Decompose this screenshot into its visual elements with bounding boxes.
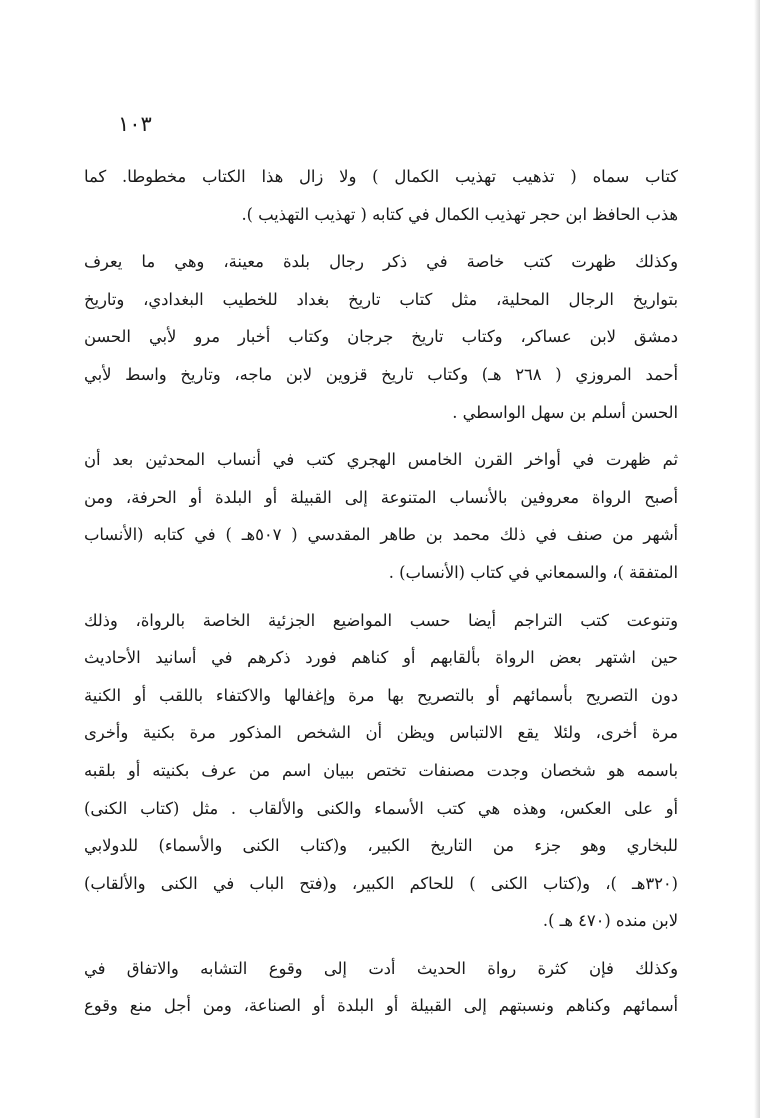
text-line: أصبح الرواة معروفين بالأنساب المتنوعة إلى القبيلة أو البلدة أو الحرفة، ومن [84,487,678,507]
text-line: كتاب سماه ( تذهيب تهذيب الكمال ) ولا زال هذا الكتاب مخطوطا. كما [84,167,678,186]
text-line: ثم ظهرت في أواخر القرن الخامس الهجري كتب في أنساب المحدثين بعد أن [84,450,678,470]
text-line: حين اشتهر بعض الرواة بألقابهم أو كناهم فورد ذكرهم في أسانيد الأحاديث [84,648,678,668]
paragraph-1 [84,158,678,233]
text-line: أسمائهم وكناهم ونسبتهم إلى القبيلة أو البلدة أو الصناعة، ومن أجل منع وقوع [84,996,678,1016]
paragraph-2 [84,243,678,431]
paragraph-3 [84,441,678,591]
text-line: أحمد المروزي ( ٢٦٨ هـ) وكتاب تاريخ قزوين لابن ماجه، وتاريخ واسط لأبي [84,364,678,384]
text-line: للبخاري وهو جزء من التاريخ الكبير، و(كتاب الكنى والأسماء) للدولابي [84,836,678,856]
paragraph-4 [84,602,678,940]
text-line: وكذلك فإن كثرة رواة الحديث أدت إلى وقوع التشابه والاتفاق في [84,958,678,978]
text-line: هذب الحافظ ابن حجر تهذيب الكمال في كتابه ( تهذيب التهذيب ). [241,204,678,224]
text-line: المتفقة )، والسمعاني في كتاب (الأنساب) . [388,562,678,582]
text-line: دمشق لابن عساكر، وكتاب تاريخ جرجان وكتاب أخبار مرو لأبي الحسن [84,327,678,347]
paragraph-5 [84,950,678,1025]
text-line: الحسن أسلم بن سهل الواسطي . [452,402,678,422]
text-line: أو على العكس، وهذه هي كتب الأسماء والكنى والألقاب . مثل (كتاب الكنى) [84,798,678,818]
text-line: دون التصريح بأسمائهم أو بالتصريح بها مرة وإغفالها والاكتفاء باللقب أو الكنية [84,685,678,705]
text-line: مرة أخرى، ولئلا يقع الالتباس ويظن أن الشخص المذكور مرة بكنية وأخرى [84,723,678,743]
text-line: باسمه هو شخصان وجدت مصنفات تختص ببيان اسم من عرف بكنيته أو بلقبه [84,760,678,780]
text-line: لابن منده (٤٧٠ هـ ). [542,911,678,931]
text-line: أشهر من صنف في ذلك محمد بن طاهر المقدسي ( ٥٠٧هـ ) في كتابه (الأنساب [84,525,678,545]
page-edge-shadow [754,0,760,1118]
text-line: بتواريخ الرجال المحلية، مثل كتاب تاريخ بغداد للخطيب البغدادي، وتاريخ [84,289,678,309]
text-line: وتنوعت كتب التراجم أيضا حسب المواضيع الجزئية الخاصة بالرواة، وذلك [84,610,678,630]
page-number: ١٠٣ [118,112,152,136]
text-line: (٣٢٠هـ )، و(كتاب الكنى ) للحاكم الكبير، و(فتح الباب في الكنى والألقاب) [84,873,678,893]
body-text [84,158,678,1025]
text-line: وكذلك ظهرت كتب خاصة في ذكر رجال بلدة معينة، وهي ما يعرف [84,252,678,272]
